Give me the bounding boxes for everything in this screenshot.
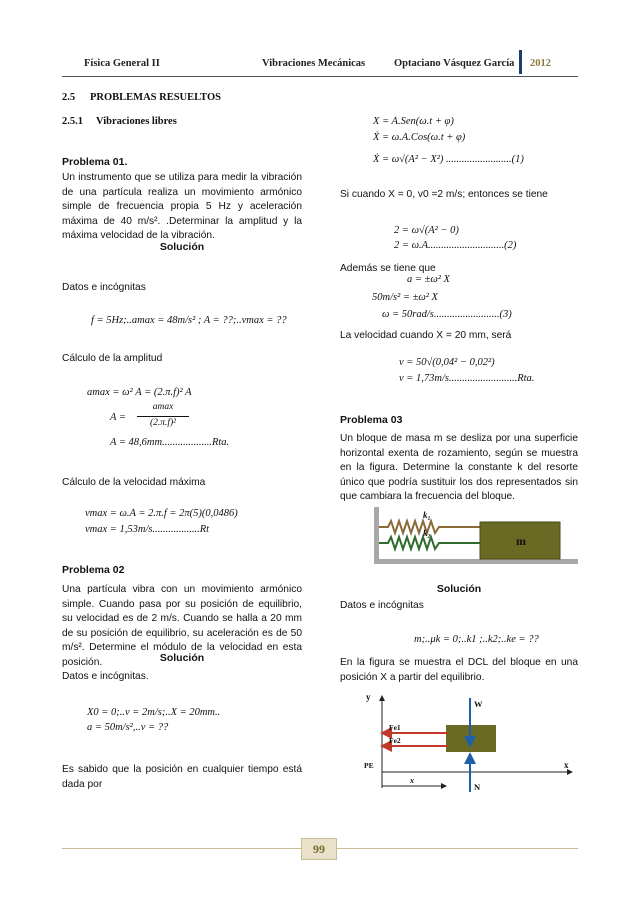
label-Fe1: Fe1 (389, 723, 401, 732)
p2-vel-text: La velocidad cuando X = 20 mm, será (340, 330, 512, 341)
p1-amp-label: Cálculo de la amplitud (62, 353, 163, 364)
section-title: PROBLEMAS RESUELTOS (90, 92, 222, 103)
p2-solution: Solución (159, 652, 205, 664)
label-Fe2: Fe2 (389, 736, 401, 745)
section-number: 2.5 (62, 92, 76, 103)
header-author: Optaciano Vásquez García (394, 58, 515, 69)
label-y: y (366, 692, 371, 702)
header-divider (519, 50, 522, 74)
p2-cond-eq1: 2 = ω√(A² − 0) (394, 225, 459, 236)
label-k1: k₁ (423, 510, 431, 520)
free-body-diagram (362, 690, 580, 796)
p2-data-label: Datos e incógnitas. (62, 671, 149, 682)
p1-amp-eq3: A = 48,6mm...................Rta. (110, 437, 230, 448)
p3-solution: Solución (436, 583, 482, 595)
label-PE: PE (364, 761, 374, 770)
p1-vel-eq2: vmax = 1,53m/s..................Rt (85, 524, 210, 535)
p3-statement: Un bloque de masa m se desliza por una superficie horizontal exenta de rozamiento, según se muestra en la figura. Determine la constante k del resorte único que podría sustituir los dos representados sin que cambiara la frecuencia del bloque. (340, 433, 578, 503)
p1-amp-eq2-lhs: A = (110, 412, 126, 423)
p2-data-eq1: X0 = 0;..v = 2m/s;..X = 20mm.. (87, 707, 221, 718)
label-k2: k₂ (423, 528, 431, 538)
p2-also-eq1: a = ±ω² X (407, 274, 450, 285)
wall (374, 507, 379, 561)
p1-amp-eq2-den: (2.π.f)² (149, 418, 177, 428)
p3-dcl-text: En la figura se muestra el DCL del bloque en una posición X a partir del equilibrio. (340, 657, 578, 683)
label-N: N (474, 782, 481, 792)
p2-data-eq2: a = 50m/s²,..v = ?? (87, 722, 169, 733)
subsection-title: Vibraciones libres (96, 116, 177, 127)
p2-also-eq2: 50m/s² = ±ω² X (372, 292, 438, 303)
label-x-disp: x (410, 776, 414, 785)
p2-pos-eq2: Ẋ = ω.A.Cos(ω.t + φ) (373, 132, 466, 143)
p2-closing: Es sabido que la posición en cualquier tiempo está dada por (62, 764, 302, 790)
p1-amp-eq2-num: amax (152, 402, 174, 412)
p2-also-eq3: ω = 50rad/s.........................(3) (382, 309, 512, 320)
p2-statement: Una partícula vibra con un movimiento armónico simple. Cuando pasa por su posición de equilibrio, su velocidad es de 2 m/s. Cuando se halla a 20 mm de su posición de equilibrio, su aceleración es de 50 m/s². Determine el módulo de la velocidad en esta posición. (62, 584, 302, 668)
header-rule (62, 76, 578, 77)
header-topic: Vibraciones Mecánicas (262, 58, 366, 69)
p2-vel-eq2: v = 1,73m/s..........................Rta. (399, 373, 535, 384)
label-W: W (474, 699, 483, 709)
p2-cond-text: Si cuando X = 0, v0 =2 m/s; entonces se tiene (340, 189, 548, 200)
p1-solution: Solución (159, 241, 205, 253)
p3-data-label: Datos e incógnitas (340, 600, 424, 611)
spring-mass-figure (370, 505, 580, 567)
p1-statement: Un instrumento que se utiliza para medir la vibración de una partícula realiza un movimiento armónico simple de frecuencia propia 5 Hz y aceleración máxima de 40 m/s². .Determinar la amplitud y la máxima velocidad de la vibración. (62, 172, 302, 242)
p1-vel-label: Cálculo de la velocidad máxima (62, 477, 206, 488)
p3-data-eq: m;..μk = 0;..k1 ;..k2;..ke = ?? (414, 634, 539, 645)
p1-title: Problema 01. (62, 156, 128, 168)
p2-vel-eq1: v = 50√(0,04² − 0,02²) (399, 357, 495, 368)
fraction-bar (137, 416, 189, 417)
p2-title: Problema 02 (62, 564, 125, 576)
page-number: 99 (301, 838, 337, 860)
p1-data-eq: f = 5Hz;..amax = 48m/s² ; A = ??;..vmax = ?? (91, 315, 287, 326)
p2-also-text: Además se tiene que (340, 263, 436, 274)
p2-pos-eq3: Ẋ = ω√(A² − X²) .........................(1) (373, 154, 524, 165)
label-x-axis: x (564, 760, 569, 770)
p2-cond-eq2: 2 = ω.A.............................(2) (394, 240, 517, 251)
p2-pos-eq1: X = A.Sen(ω.t + φ) (373, 116, 454, 127)
p1-amp-eq1: amax = ω² A = (2.π.f)² A (87, 387, 192, 398)
label-m: m (516, 534, 526, 548)
p3-title: Problema 03 (340, 414, 403, 426)
p1-data-label: Datos e incógnitas (62, 282, 146, 293)
header-course: Física General II (84, 58, 160, 69)
header-year: 2012 (530, 58, 551, 69)
subsection-number: 2.5.1 (62, 116, 83, 127)
p1-vel-eq1: vmax = ω.A = 2.π.f = 2π(5)(0,0486) (85, 508, 238, 519)
floor (374, 559, 578, 564)
